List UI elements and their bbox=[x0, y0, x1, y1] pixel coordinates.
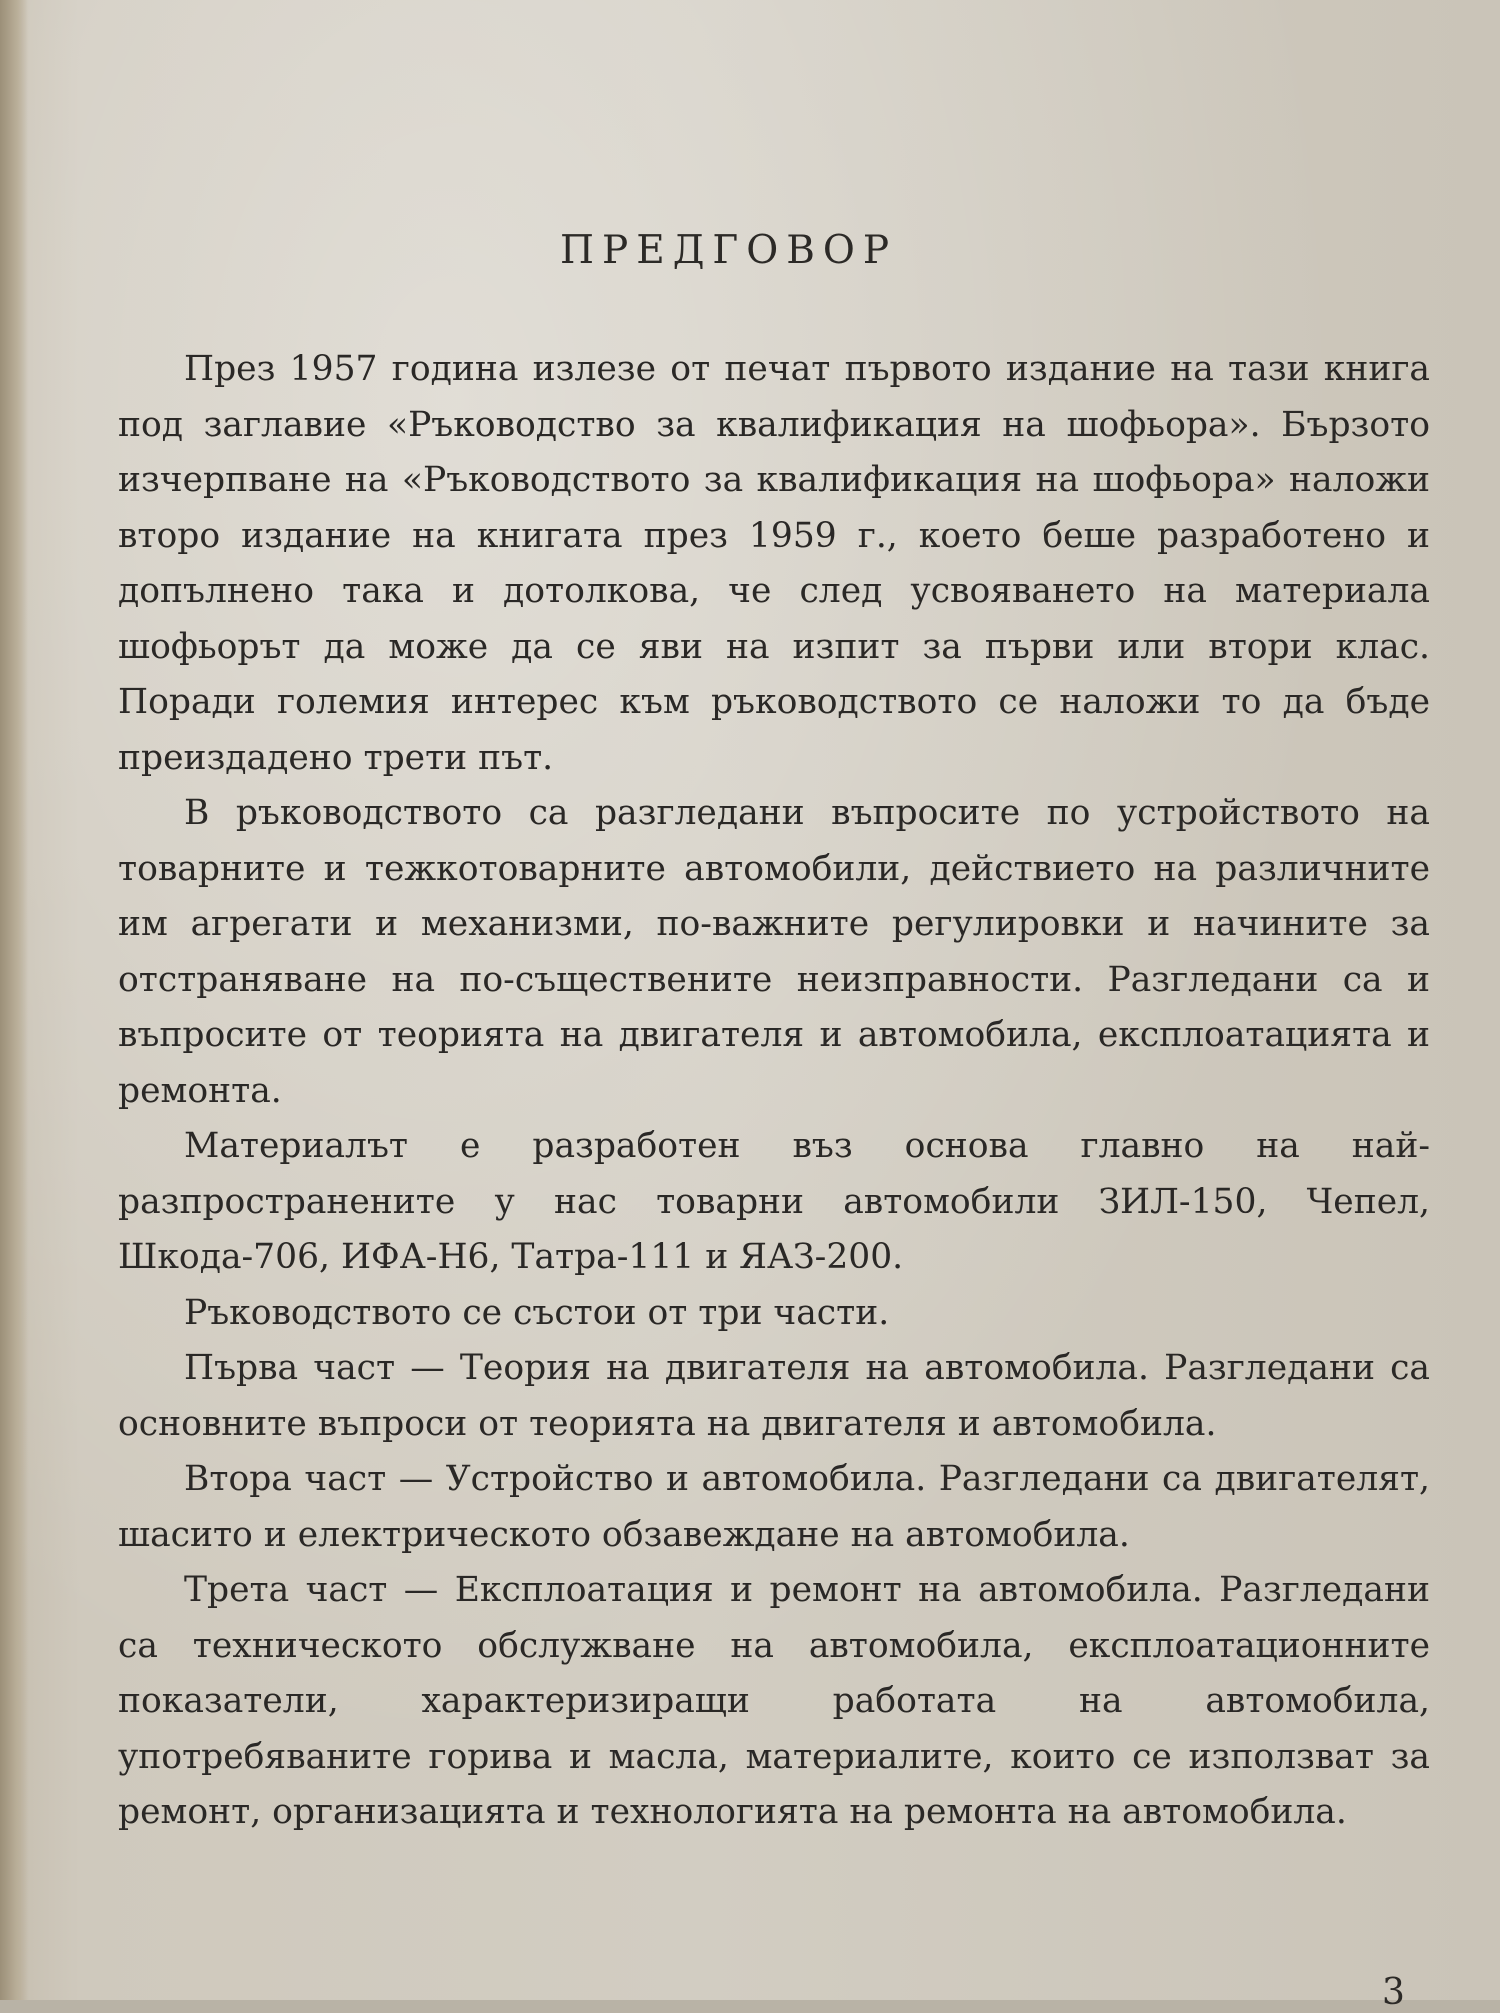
paragraph-vehicles: Материалът е разработен въз основа главно на най-разпространените у нас товарни автомобили ЗИЛ-150, Чепел, Шкода-706, ИФА-Н6, Татра-111 и ЯАЗ-200. bbox=[118, 1126, 1430, 1277]
paragraph-part-one: Първа част — Теория на двигателя на автомобила. Разгледани са основните въпроси от теорията на двигателя и автомобила. bbox=[118, 1348, 1430, 1444]
preface-body bbox=[118, 342, 1430, 1841]
page-number: 3 bbox=[1382, 1972, 1405, 2013]
page-title: ПРЕДГОВОР bbox=[560, 228, 898, 273]
paragraph-history: През 1957 година излезе от печат първото издание на тази книга под заглавие «Ръководство за квалификация на шофьора». Бързото изчерпване на «Ръководството за квалификация на шофьора» наложи второ издание на книгата през 1959 г., което беше разработено и допълнено така и дотолкова, че след усвояването на материала шофьорът да може да се яви на изпит за първи или втори клас. Поради големия интерес към ръководството се наложи то да бъде преиздадено трети път. bbox=[118, 349, 1430, 778]
paragraph-structure: Ръководството се състои от три части. bbox=[184, 1292, 890, 1333]
paragraph-contents: В ръководството са разгледани въпросите по устройството на товарните и тежкотоварните автомобили, действието на различните им агрегати и механизми, по-важните регулировки и начините за отстраняване на по-съществените неизправности. Разгледани са и въпросите от теорията на двигателя и автомобила, експлоатацията и ремонта. bbox=[118, 793, 1430, 1111]
page-edge-shadow bbox=[0, 0, 28, 2000]
paragraph-part-three: Трета част — Експлоатация и ремонт на автомобила. Разгледани са техническото обслужване на автомобила, експлоатационните показатели, характеризиращи работата на автомобила, употребяваните горива и масла, материалите, които се използват за ремонт, организацията и технологията на ремонта на автомобила. bbox=[118, 1570, 1430, 1832]
paragraph-part-two: Втора част — Устройство и автомобила. Разгледани са двигателят, шасито и електрическото обзавеждане на автомобила. bbox=[118, 1459, 1430, 1555]
